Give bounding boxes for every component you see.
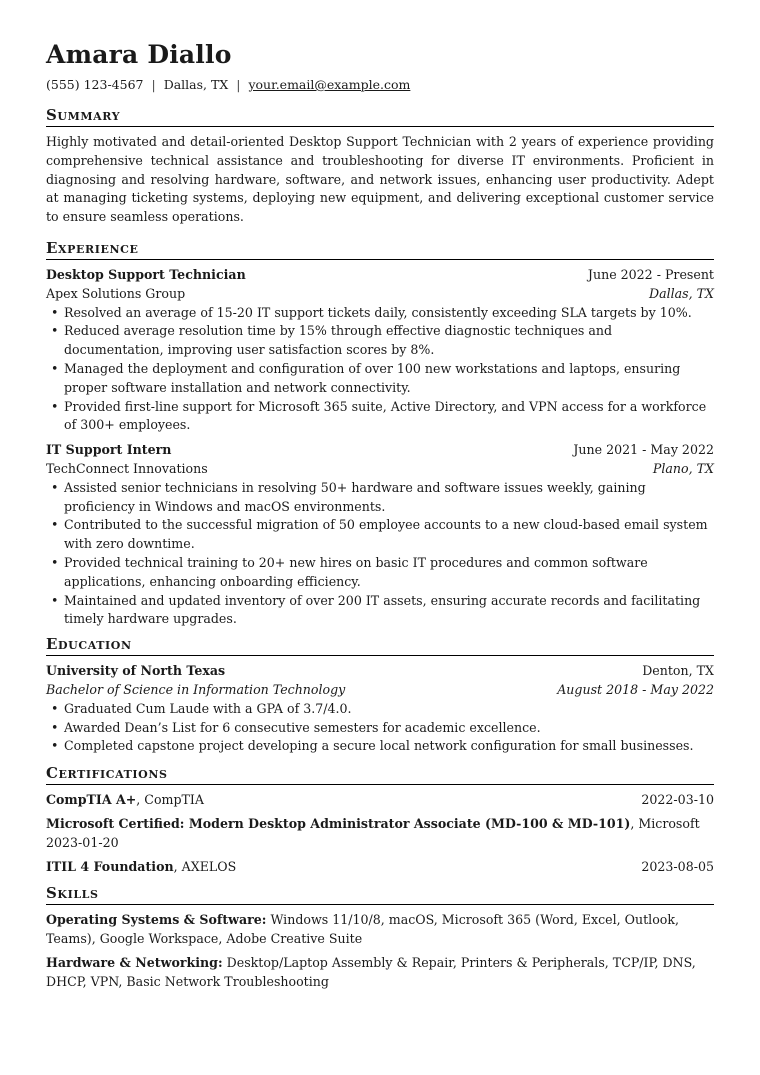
education-dates: August 2018 - May 2022 [557,681,714,697]
certification-item [46,815,714,853]
section-title-summary: Summary [46,106,714,127]
skill-item [46,911,714,949]
list-item: • Assisted senior technicians in resolving 50+ hardware and software issues weekly, gaining proficiency in Windows and macOS environments. [64,479,714,517]
list-item: • Resolved an average of 15-20 IT support tickets daily, consistently exceeding SLA targets by 10%. [64,304,714,323]
phone-number: (555) 123-4567 [46,77,144,92]
degree-name: Bachelor of Science in Information Technology [46,681,346,697]
summary-text: Highly motivated and detail-oriented Desktop Support Technician with 2 years of experience providing comprehensive technical assistance and troubleshooting for diverse IT environments. Proficient in diagnosing and resolving hardware, software, and network issues, enhancing user productivity. Adept at managing ticketing systems, deploying new equipment, and delivering exceptional customer service to ensure seamless operations. [46,134,714,225]
job-entry [46,441,714,629]
list-item: • Contributed to the successful migration of 50 employee accounts to a new cloud-based email system with zero downtime. [64,516,714,554]
section-title-education: Education [46,635,714,656]
experience-section [46,239,714,629]
list-item: • Graduated Cum Laude with a GPA of 3.7/4.0. [64,700,714,719]
certification-date: 2023-08-05 [641,858,714,874]
job-location: Dallas, TX [648,285,714,301]
list-item: • Managed the deployment and configuration of over 100 new workstations and laptops, ensuring proper software installation and network connectivity. [64,360,714,398]
list-item: • Provided technical training to 20+ new hires on basic IT procedures and common software applications, enhancing onboarding efficiency. [64,554,714,592]
job-company-row [46,285,714,304]
job-header [46,266,714,285]
education-bullets [46,700,714,756]
job-company: Apex Solutions Group [46,285,186,301]
certification-name: Microsoft Certified: Modern Desktop Administrator Associate (MD-100 & MD-101) [46,815,631,831]
job-company: TechConnect Innovations [46,460,208,476]
job-role: IT Support Intern [46,442,172,458]
education-section [46,635,714,756]
certification-issuer: , Microsoft [630,815,700,831]
school-location: Denton, TX [642,663,714,679]
skills-section [46,884,714,991]
skill-label: Hardware & Networking: [46,954,223,970]
certification-date: 2023-01-20 [46,834,119,850]
job-company-row [46,460,714,479]
section-title-certifications: Certifications [46,764,714,785]
certification-issuer: , CompTIA [136,792,204,808]
job-header [46,441,714,460]
certification-name: CompTIA A+ [46,792,137,808]
list-item: • Provided first-line support for Microsoft 365 suite, Active Directory, and VPN access for a workforce of 300+ employees. [64,398,714,436]
section-title-skills: Skills [46,884,714,905]
certification-name: ITIL 4 Foundation [46,858,174,874]
list-item: • Reduced average resolution time by 15% through effective diagnostic techniques and documentation, improving user satisfaction scores by 8%. [64,322,714,360]
job-dates: June 2021 - May 2022 [573,442,714,458]
skill-label: Operating Systems & Software: [46,912,267,928]
certification-date: 2022-03-10 [641,792,714,808]
job-role: Desktop Support Technician [46,266,246,282]
education-header [46,662,714,681]
email-link[interactable]: your.email@example.com [248,77,411,92]
list-item: • Awarded Dean’s List for 6 consecutive semesters for academic excellence. [64,719,714,738]
job-bullets [46,479,714,629]
school-name: University of North Texas [46,663,226,679]
contact-line [46,77,714,92]
job-dates: June 2022 - Present [587,266,714,282]
summary-section [46,106,714,227]
section-title-experience: Experience [46,239,714,260]
contact-separator: | [236,77,241,92]
certification-issuer: , AXELOS [173,858,237,874]
location: Dallas, TX [163,77,229,92]
list-item: • Maintained and updated inventory of over 200 IT assets, ensuring accurate records and facilitating timely hardware upgrades. [64,592,714,630]
certification-item [46,858,714,877]
skill-item [46,954,714,992]
job-bullets [46,304,714,436]
job-entry [46,266,714,435]
certification-item [46,791,714,810]
skill-value: Windows 11/10/8, macOS, Microsoft 365 (Word, Excel, Outlook, Teams), Google Workspace, Adobe Creative Suite [46,912,679,947]
skill-value: Desktop/Laptop Assembly & Repair, Printers & Peripherals, TCP/IP, DNS, DHCP, VPN, Basic Network Troubleshooting [46,954,696,989]
degree-row [46,681,714,700]
candidate-name: Amara Diallo [46,40,232,69]
contact-separator: | [151,77,156,92]
certifications-section [46,764,714,876]
list-item: • Completed capstone project developing a secure local network configuration for small businesses. [64,737,714,756]
job-location: Plano, TX [652,460,714,476]
